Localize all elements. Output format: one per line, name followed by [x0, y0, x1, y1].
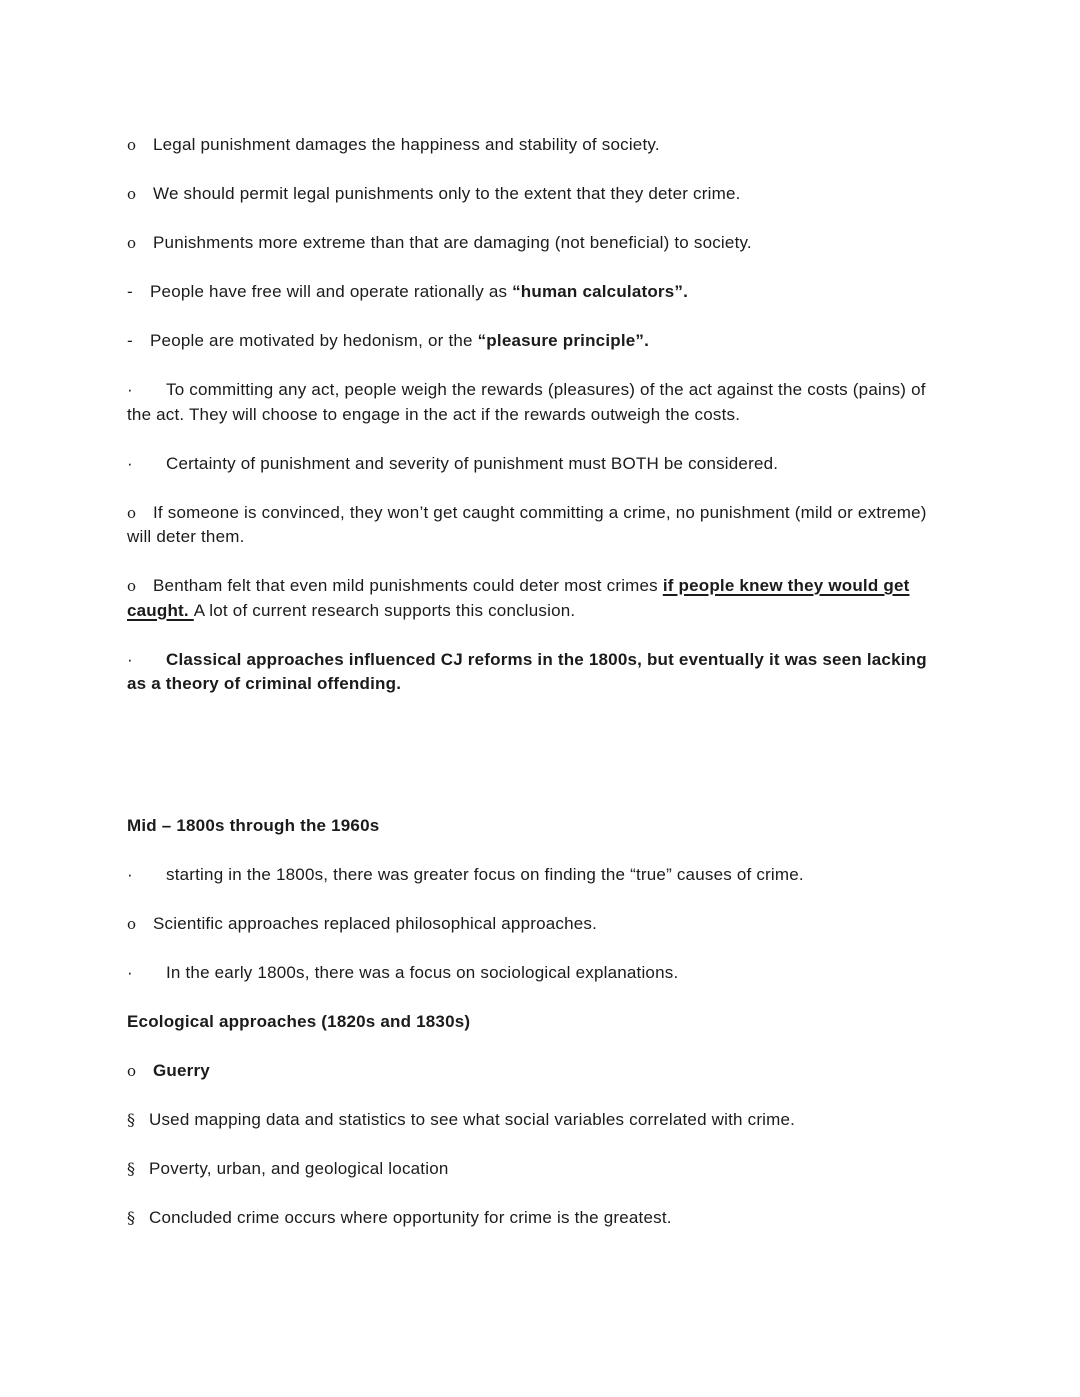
text-segment: Used mapping data and statistics to see what social variables correlated with crime.: [149, 1109, 796, 1129]
text-segment: Poverty, urban, and geological location: [149, 1158, 449, 1178]
circle-bullet: o: [127, 185, 137, 203]
bullet-paragraph: [127, 452, 942, 477]
section-bullet: §: [127, 1158, 136, 1178]
dash-bullet: -: [127, 331, 133, 350]
circle-bullet: o: [127, 577, 137, 595]
circle-bullet: o: [127, 914, 137, 933]
text-segment: Punishments more extreme than that are damaging (not beneficial) to society.: [153, 233, 752, 252]
text-segment: Legal punishment damages the happiness and stability of society.: [153, 135, 660, 154]
text-segment: If someone is convinced, they won’t get caught committing a crime, no punishment (mild or extreme) will deter them.: [127, 502, 927, 546]
text-segment: A lot of current research supports this conclusion.: [193, 600, 576, 620]
dot-bullet: ·: [127, 453, 133, 473]
circle-bullet: o: [127, 136, 137, 154]
dot-bullet: ·: [127, 380, 133, 399]
text-segment: We should permit legal punishments only to the extent that they deter crime.: [153, 184, 741, 203]
text-segment: “human calculators”.: [512, 282, 689, 301]
bullet-paragraph: [127, 961, 942, 986]
bullet-paragraph: [127, 133, 942, 158]
bullet-paragraph: [127, 231, 942, 256]
dot-bullet: ·: [127, 649, 133, 669]
dot-bullet: ·: [127, 864, 133, 884]
section-bullet: §: [127, 1109, 136, 1129]
bullet-paragraph: [127, 574, 942, 623]
bullet-paragraph: [127, 1059, 942, 1084]
text-segment: Classical approaches influenced CJ reforms in the 1800s, but eventually it was seen lacking as a theory of criminal offending.: [127, 649, 927, 693]
text-segment: Concluded crime occurs where opportunity for crime is the greatest.: [149, 1207, 672, 1227]
text-segment: Scientific approaches replaced philosophical approaches.: [153, 913, 598, 933]
text-segment: People have free will and operate rationally as: [150, 282, 513, 301]
circle-bullet: o: [127, 1061, 137, 1080]
text-segment: “pleasure principle”.: [477, 331, 650, 350]
bullet-paragraph: [127, 912, 942, 937]
bullet-paragraph: [127, 863, 942, 888]
circle-bullet: o: [127, 503, 137, 522]
text-segment: To committing any act, people weigh the rewards (pleasures) of the act against the costs (pains) of the act. They will choose to engage in the act if the rewards outweigh the costs.: [127, 380, 926, 424]
bullet-paragraph: [127, 280, 942, 305]
section-bullet: §: [127, 1207, 136, 1227]
bullet-paragraph: [127, 182, 942, 207]
text-segment: Ecological approaches (1820s and 1830s): [127, 1011, 471, 1031]
text-segment: Mid – 1800s through the 1960s: [127, 815, 380, 835]
circle-bullet: o: [127, 234, 137, 252]
bullet-paragraph: [127, 648, 942, 697]
bullet-paragraph: [127, 1157, 942, 1182]
text-segment: In the early 1800s, there was a focus on sociological explanations.: [166, 962, 679, 982]
dot-bullet: ·: [127, 962, 133, 982]
heading-paragraph: [127, 814, 942, 839]
text-segment: Certainty of punishment and severity of punishment must BOTH be considered.: [166, 453, 779, 473]
text-segment: starting in the 1800s, there was greater focus on finding the “true” causes of crime.: [166, 864, 804, 884]
text-segment: Bentham felt that even mild punishments could deter most crimes: [153, 576, 663, 595]
bullet-paragraph: [127, 501, 942, 550]
bullet-paragraph: [127, 378, 942, 427]
text-segment: if people knew they would get caught.: [127, 576, 910, 620]
bullet-paragraph: [127, 1108, 942, 1133]
heading-paragraph: [127, 1010, 942, 1035]
text-segment: Guerry: [153, 1060, 210, 1080]
dash-bullet: -: [127, 282, 133, 301]
bullet-paragraph: [127, 329, 942, 354]
bullet-paragraph: [127, 1206, 942, 1231]
text-segment: People are motivated by hedonism, or the: [150, 331, 478, 350]
document-body: [127, 133, 942, 1255]
